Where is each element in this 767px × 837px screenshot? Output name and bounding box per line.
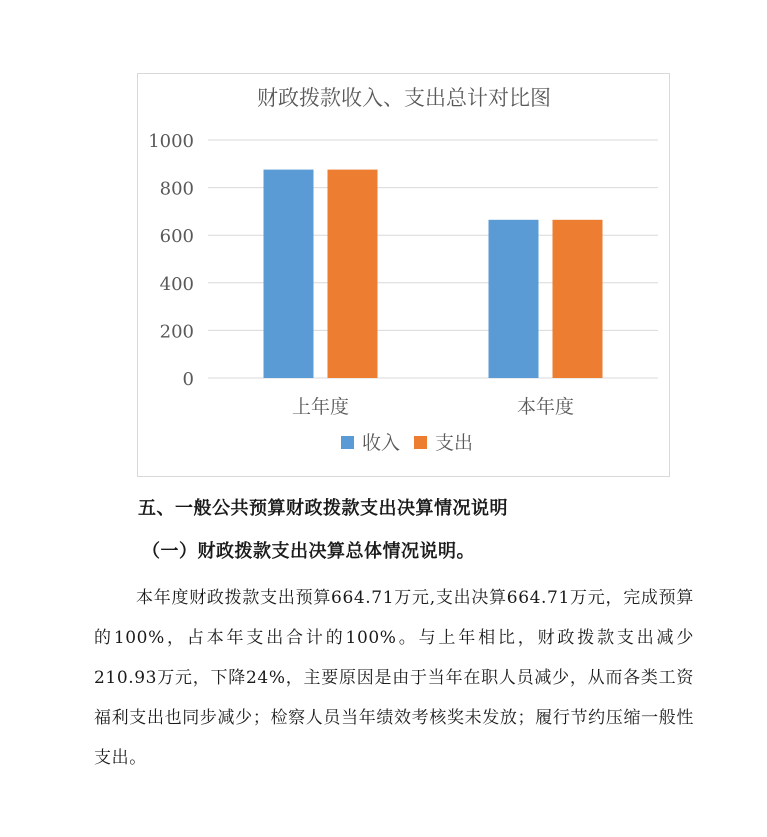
chart-bars bbox=[264, 170, 603, 378]
y-tick-label: 400 bbox=[159, 273, 194, 295]
sub-heading: （一）财政拨款支出决算总体情况说明。 bbox=[142, 541, 475, 562]
x-tick-label: 上年度 bbox=[291, 396, 350, 418]
legend-label: 收入 bbox=[362, 432, 401, 454]
y-tick-label: 200 bbox=[159, 321, 194, 343]
x-axis-ticks bbox=[292, 396, 574, 418]
legend-swatch bbox=[341, 436, 354, 449]
bar-收入-上年度 bbox=[264, 170, 314, 378]
y-tick-label: 800 bbox=[159, 178, 194, 200]
bar-支出-本年度 bbox=[553, 220, 603, 378]
y-tick-label: 600 bbox=[159, 226, 194, 248]
chart-canvas bbox=[138, 74, 671, 478]
body-paragraph: 本年度财政拨款支出预算664.71万元,支出决算664.71万元，完成预算的100%，占本年支出合计的100%。与上年相比，财政拨款支出减少210.93万元，下降24%，主要原因是由于当年在职人员减少，从而各类工资福利支出也同步减少；检察人员当年绩效考核奖未发放；履行节约压缩一般性支出。 bbox=[94, 588, 694, 768]
y-tick-label: 0 bbox=[182, 369, 194, 390]
y-axis-ticks bbox=[148, 131, 194, 390]
chart-legend bbox=[341, 432, 473, 454]
section-heading: 五、一般公共预算财政拨款支出决算情况说明 bbox=[138, 498, 508, 519]
y-tick-label: 1000 bbox=[148, 131, 194, 152]
bar-支出-上年度 bbox=[328, 170, 378, 378]
legend-label: 支出 bbox=[435, 432, 474, 454]
chart-title: 财政拨款收入、支出总计对比图 bbox=[257, 86, 551, 110]
legend-swatch bbox=[414, 436, 427, 449]
bar-chart bbox=[137, 73, 670, 477]
x-tick-label: 本年度 bbox=[516, 396, 575, 418]
bar-收入-本年度 bbox=[489, 220, 539, 378]
